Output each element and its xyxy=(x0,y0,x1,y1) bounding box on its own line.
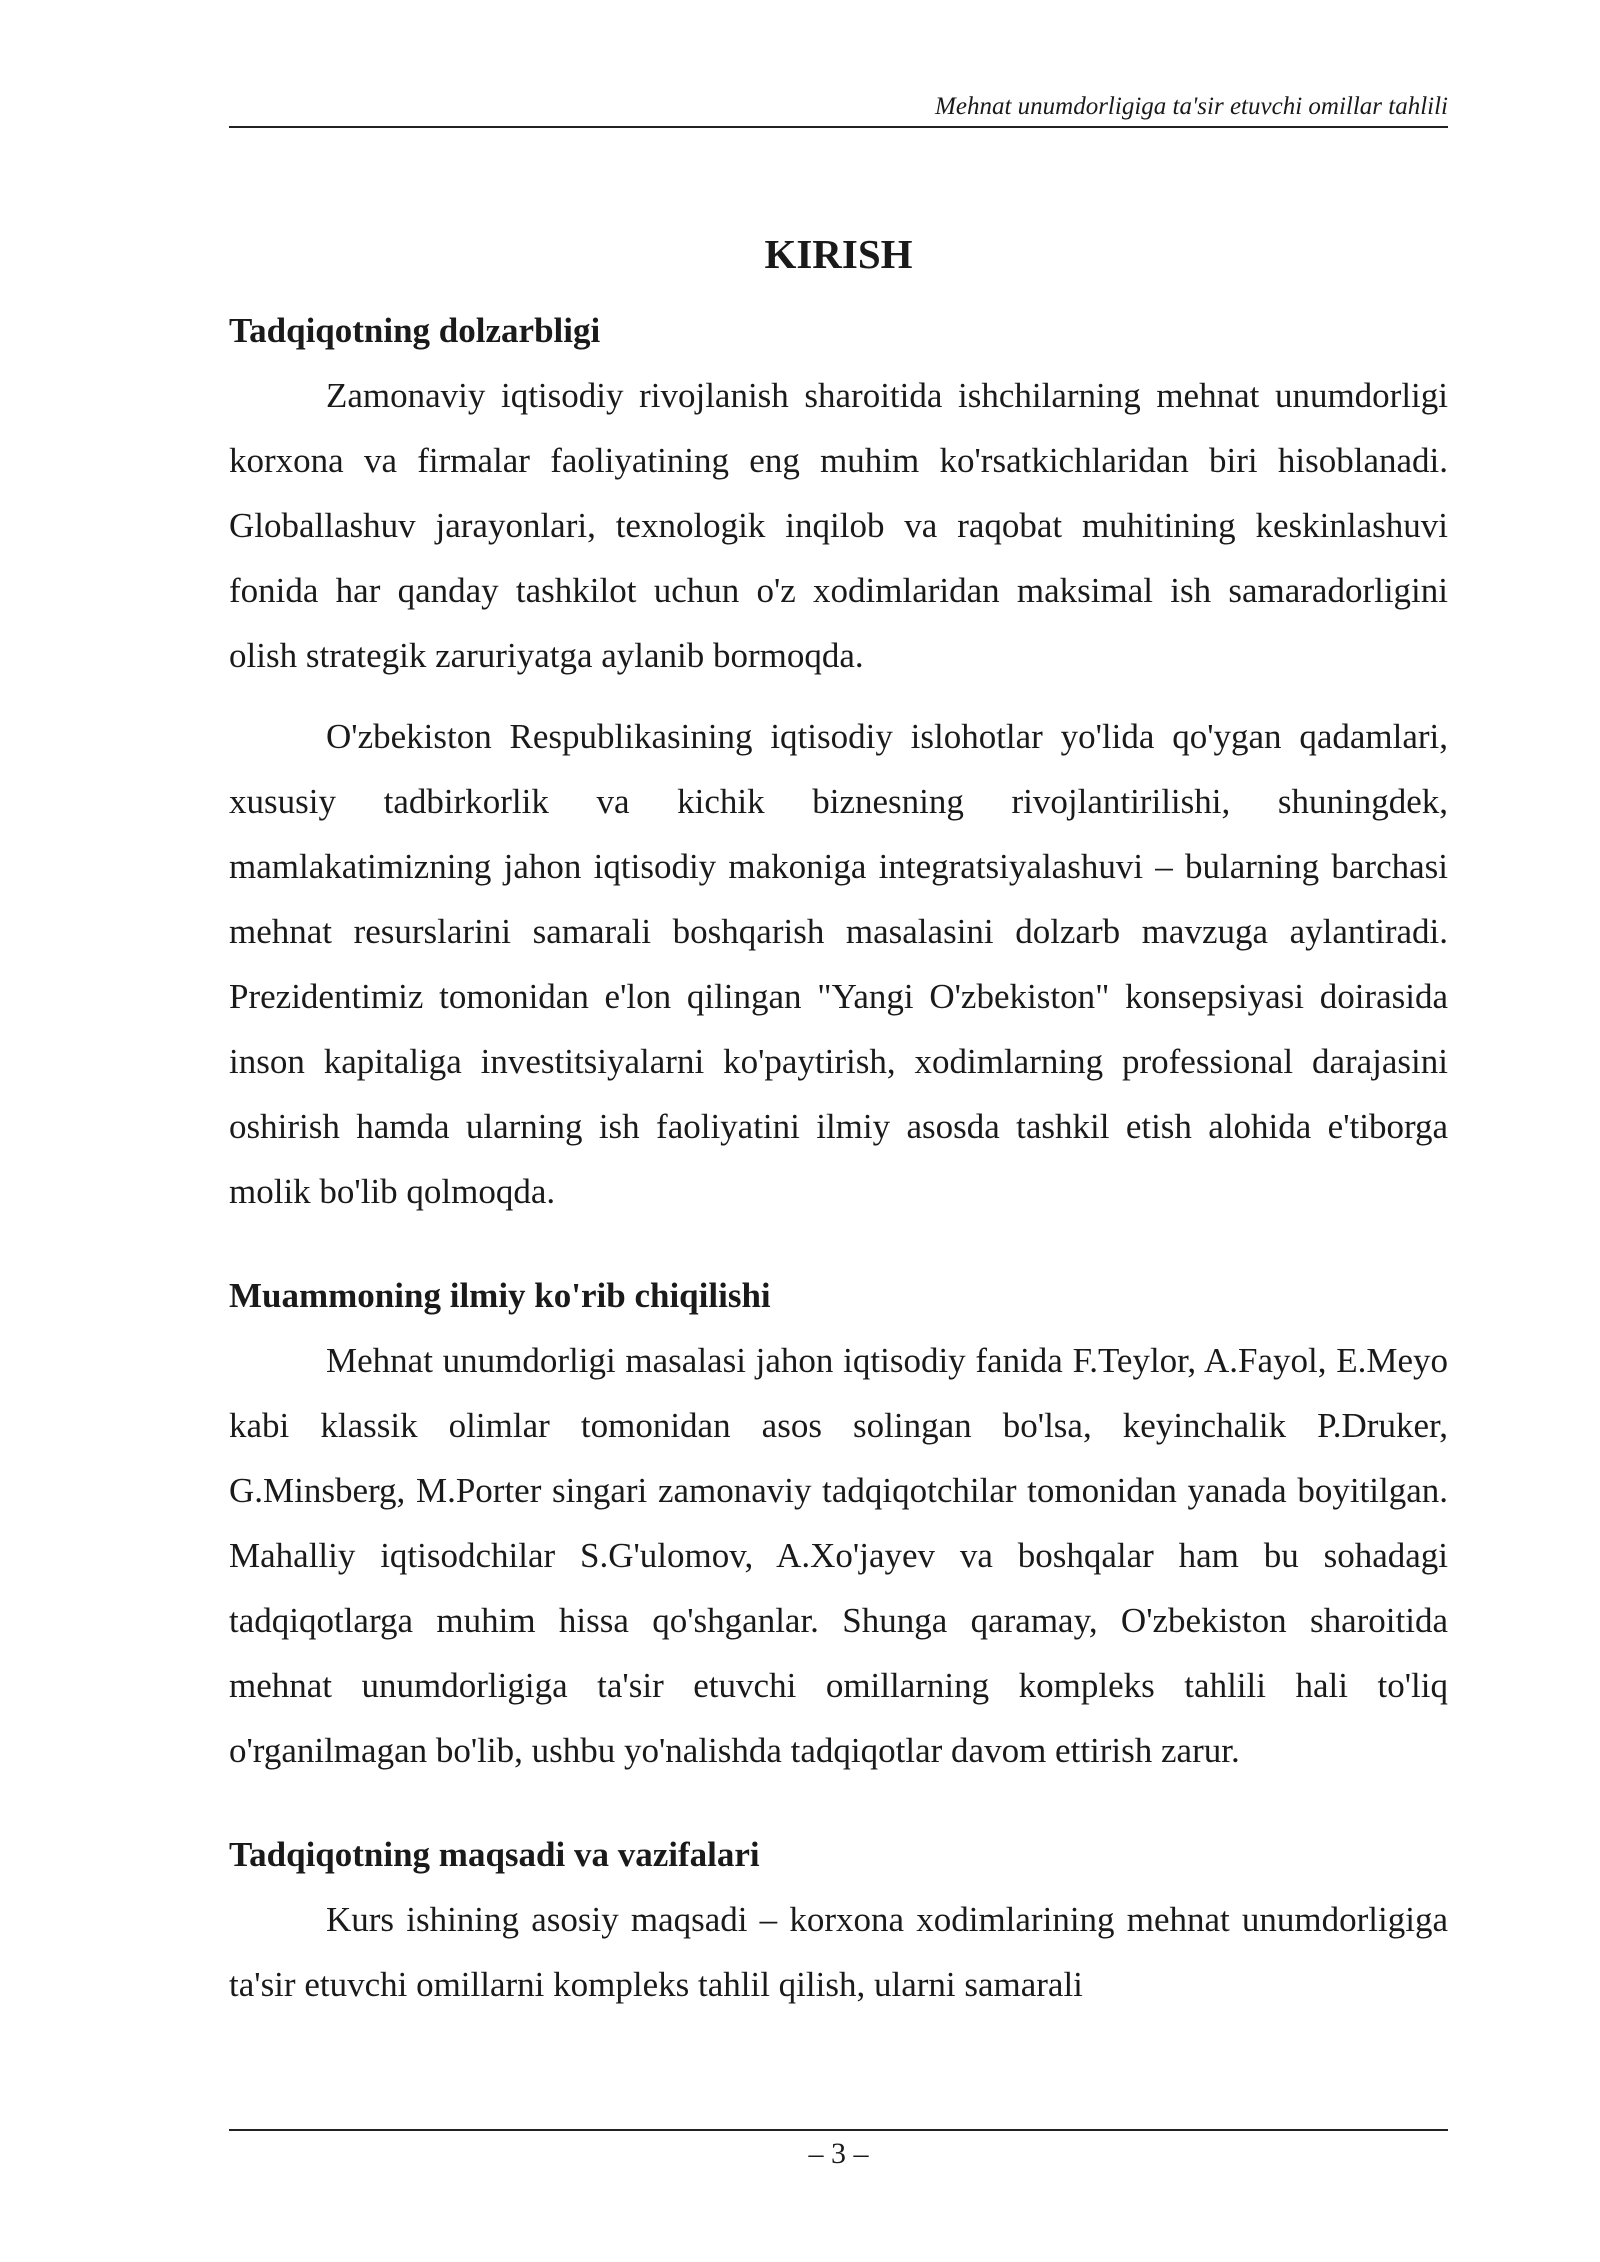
header-rule xyxy=(229,126,1448,128)
section-heading-scientific-review: Muammoning ilmiy ko'rib chiqilishi xyxy=(229,1276,771,1315)
paragraph: Kurs ishining asosiy maqsadi – korxona xodimlarining mehnat unumdorligiga ta'sir etuvchi omillarni kompleks tahlil qilish, ularni samarali xyxy=(229,1900,1448,2004)
section-heading-relevance: Tadqiqotning dolzarbligi xyxy=(229,311,601,350)
section-heading-goals: Tadqiqotning maqsadi va vazifalari xyxy=(229,1835,760,1874)
chapter-title: KIRISH xyxy=(764,231,913,277)
running-header: Mehnat unumdorligiga ta'sir etuvchi omillar tahlili xyxy=(935,93,1448,120)
paragraph: O'zbekiston Respublikasining iqtisodiy islohotlar yo'lida qo'ygan qadamlari, xususiy tadbirkorlik va kichik biznesning rivojlantirilishi, shuningdek, mamlakatimizning jahon iqtisodiy makoniga integratsiyalashuvi – bularning barchasi mehnat resurslarini samarali boshqarish masalasini dolzarb mavzuga aylantiradi. Prezidentimiz tomonidan e'lon qilingan "Yangi O'zbekiston" konsepsiyasi doirasida inson kapitaliga investitsiyalarni ko'paytirish, xodimlarning professional darajasini oshirish hamda ularning ish faoliyatini ilmiy asosda tashkil etish alohida e'tiborga molik bo'lib qolmoqda. xyxy=(229,717,1448,1211)
page-number: – 3 – xyxy=(808,2137,869,2170)
paragraph: Mehnat unumdorligi masalasi jahon iqtisodiy fanida F.Teylor, A.Fayol, E.Meyo kabi klassik olimlar tomonidan asos solingan bo'lsa, keyinchalik P.Druker, G.Minsberg, M.Porter singari zamonaviy tadqiqotchilar tomonidan yanada boyitilgan. Mahalliy iqtisodchilar S.G'ulomov, A.Xo'jayev va boshqalar ham bu sohadagi tadqiqotlarga muhim hissa qo'shganlar. Shunga qaramay, O'zbekiston sharoitida mehnat unumdorligiga ta'sir etuvchi omillarning kompleks tahlili hali to'liq o'rganilmagan bo'lib, ushbu yo'nalishda tadqiqotlar davom ettirish zarur. xyxy=(229,1341,1448,1770)
footer-rule xyxy=(229,2129,1448,2131)
page-body xyxy=(229,222,1448,2017)
paragraph: Zamonaviy iqtisodiy rivojlanish sharoitida ishchilarning mehnat unumdorligi korxona va firmalar faoliyatining eng muhim ko'rsatkichlaridan biri hisoblanadi. Globallashuv jarayonlari, texnologik inqilob va raqobat muhitining keskinlashuvi fonida har qanday tashkilot uchun o'z xodimlaridan maksimal ish samaradorligini olish strategik zaruriyatga aylanib bormoqda. xyxy=(229,376,1448,675)
